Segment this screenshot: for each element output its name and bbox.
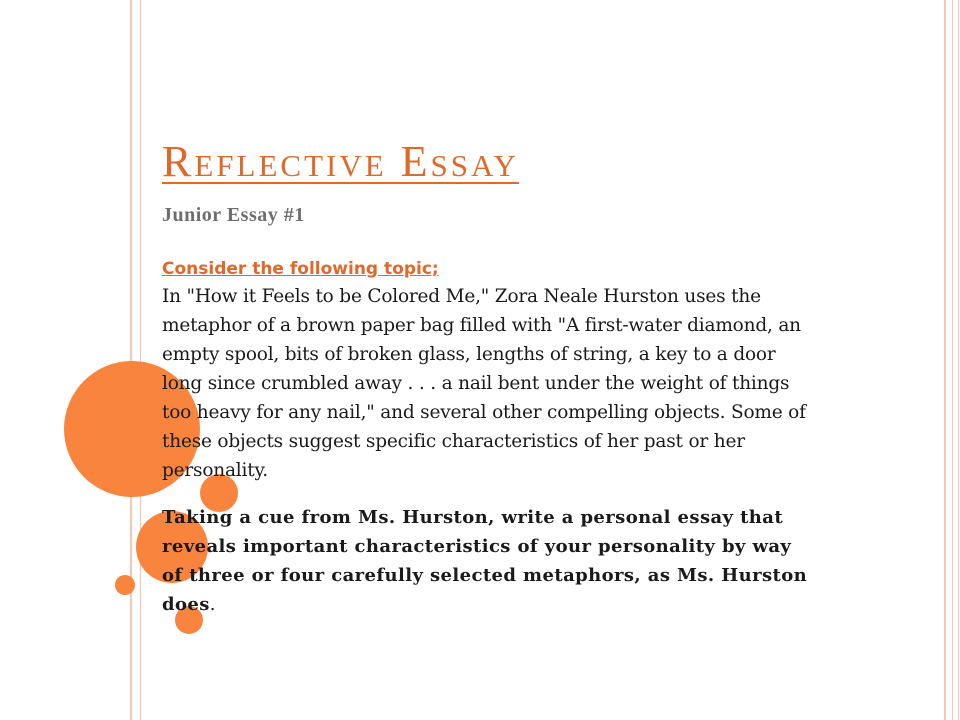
- slide-title: Reflective Essay: [162, 137, 519, 186]
- slide-body: [162, 256, 812, 619]
- task-text: Taking a cue from Ms. Hurston, write a personal essay that reveals important characteristics of your personality by way of three or four carefully selected metaphors, as Ms. Hurston does: [162, 507, 808, 615]
- left-decorative-line: [130, 0, 132, 720]
- right-decorative-line-outer: [958, 0, 959, 720]
- right-decorative-line-thin: [952, 0, 953, 720]
- left-decorative-line-thin: [140, 0, 141, 720]
- slide-subtitle: Junior Essay #1: [162, 204, 305, 226]
- right-decorative-line: [944, 0, 946, 720]
- topic-heading: Consider the following topic;: [162, 259, 439, 279]
- task-paragraph: [162, 503, 812, 619]
- prompt-paragraph: In "How it Feels to be Colored Me," Zora Neale Hurston uses the metaphor of a brown paper bag filled with "A first-water diamond, an empty spool, bits of broken glass, lengths of string, a key to a door long since crumbled away . . . a nail bent under the weight of things too heavy for any nail," and several other compelling objects. Some of these objects suggest specific characteristics of her past or her personality.: [162, 286, 806, 481]
- task-end: .: [209, 594, 216, 615]
- decorative-circle-dot: [115, 575, 135, 595]
